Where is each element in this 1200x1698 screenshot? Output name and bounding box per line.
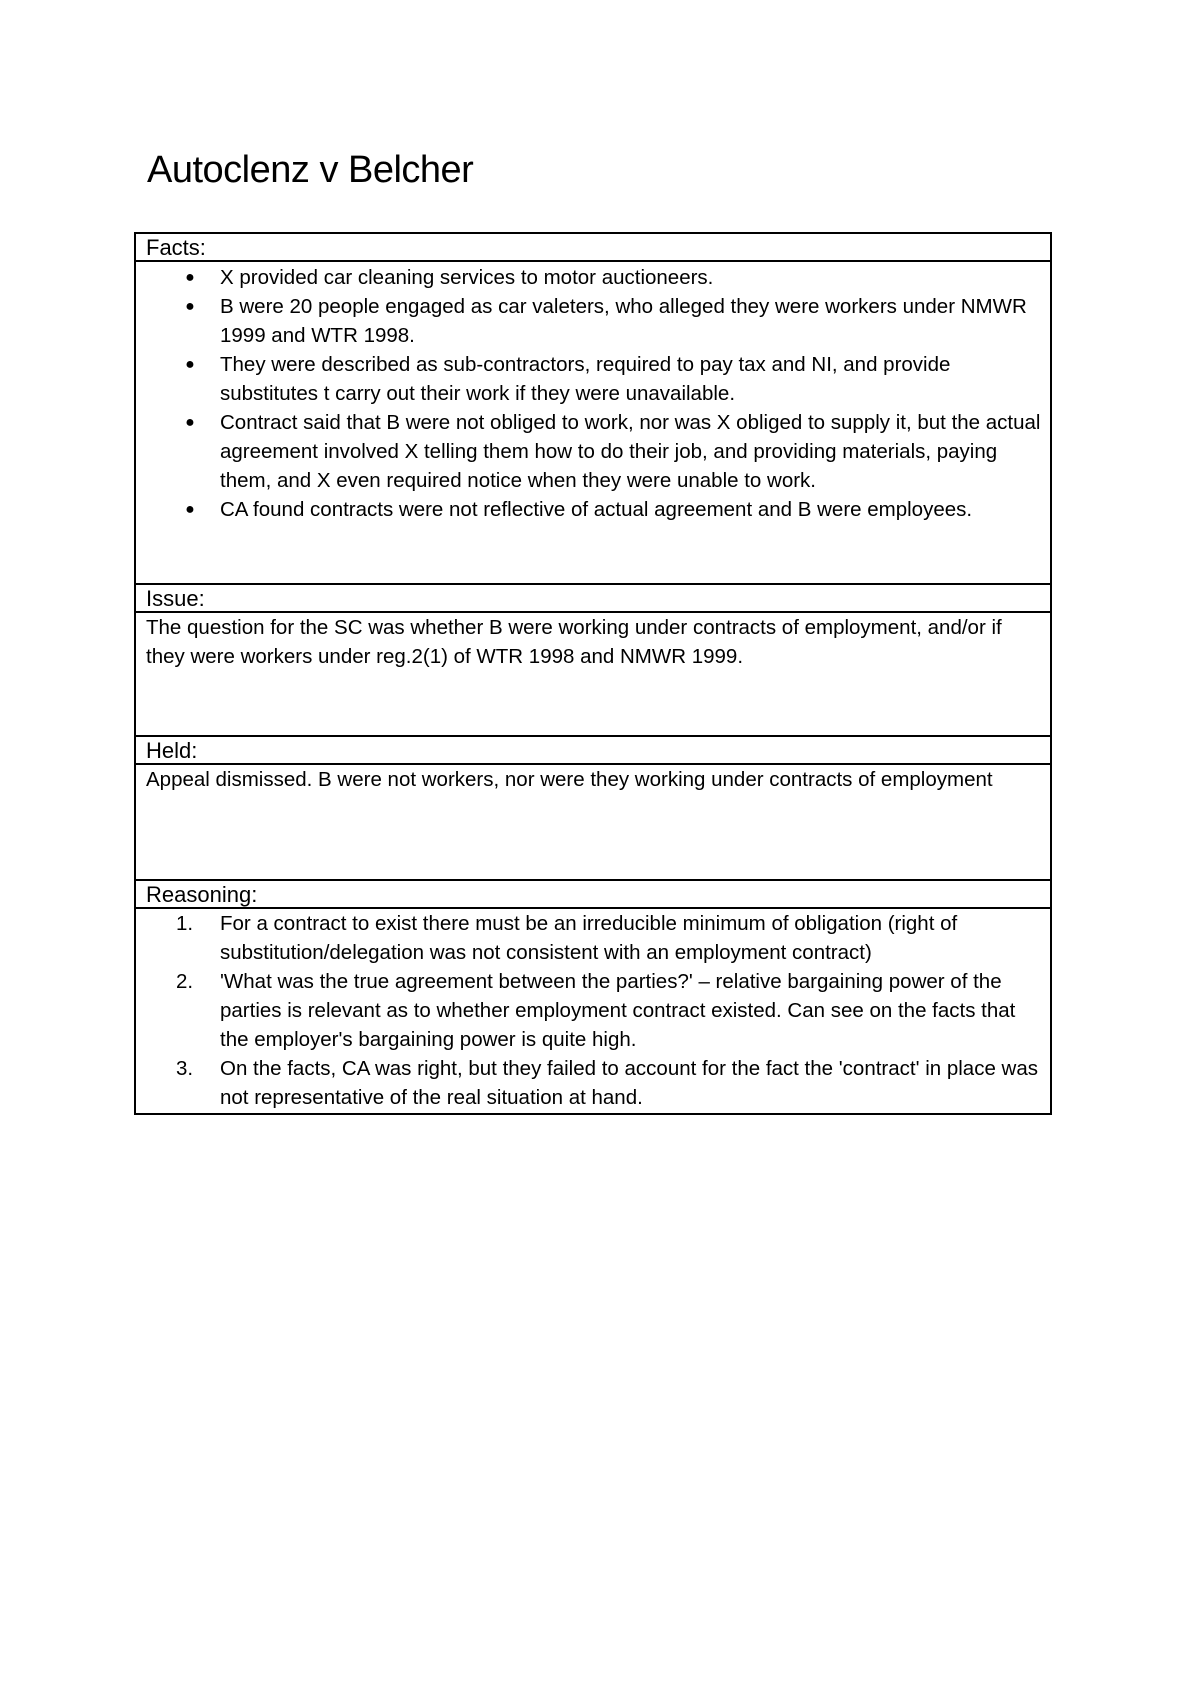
reasoning-list [136,909,1050,1112]
bullet-icon: ● [185,269,195,286]
facts-item-text: They were described as sub-contractors, required to pay tax and NI, and provide substitutes t carry out their work if they were unavailable. [220,353,951,405]
facts-item-text: B were 20 people engaged as car valeters, who alleged they were workers under NMWR 1999 and WTR 1998. [220,295,1027,347]
held-text: Appeal dismissed. B were not workers, nor were they working under contracts of employment [146,768,993,791]
facts-item [136,408,1050,495]
held-header: Held: [136,737,1050,765]
facts-item [136,263,1050,292]
facts-item-text: CA found contracts were not reflective of actual agreement and B were employees. [220,498,973,521]
bullet-icon: ● [185,356,195,373]
reasoning-item-text: 'What was the true agreement between the parties?' – relative bargaining power of the parties is relevant as to whether employment contract existed. Can see on the facts that the employer's bargaining power is quite high. [220,970,1016,1051]
item-number: 2. [176,970,194,993]
reasoning-item [136,1054,1050,1112]
bullet-icon: ● [185,501,195,518]
document-title: Autoclenz v Belcher [147,149,474,191]
issue-text: The question for the SC was whether B were working under contracts of employment, and/or if they were workers under reg.2(1) of WTR 1998 and NMWR 1999. [146,616,1002,668]
facts-item [136,350,1050,408]
facts-item [136,495,1050,524]
reasoning-item [136,967,1050,1054]
held-body [136,765,1050,881]
facts-item-text: Contract said that B were not obliged to work, nor was X obliged to supply it, but the actual agreement involved X telling them how to do their job, and providing materials, paying them, and X even required notice when they were unable to work. [220,411,1041,492]
reasoning-header: Reasoning: [136,881,1050,909]
reasoning-body [136,909,1050,1113]
facts-item-text: X provided car cleaning services to motor auctioneers. [220,266,714,289]
item-number: 3. [176,1057,194,1080]
issue-header: Issue: [136,585,1050,613]
issue-body [136,613,1050,737]
facts-item [136,292,1050,350]
reasoning-item-text: For a contract to exist there must be an irreducible minimum of obligation (right of substitution/delegation was not consistent with an employment contract) [220,912,958,964]
bullet-icon: ● [185,414,195,431]
reasoning-item-text: On the facts, CA was right, but they failed to account for the fact the 'contract' in place was not representative of the real situation at hand. [220,1057,1039,1109]
facts-list [136,263,1050,524]
facts-body [136,262,1050,585]
bullet-icon: ● [185,298,195,315]
case-summary-table [134,232,1052,1115]
facts-header: Facts: [136,234,1050,262]
item-number: 1. [176,912,194,935]
reasoning-item [136,909,1050,967]
